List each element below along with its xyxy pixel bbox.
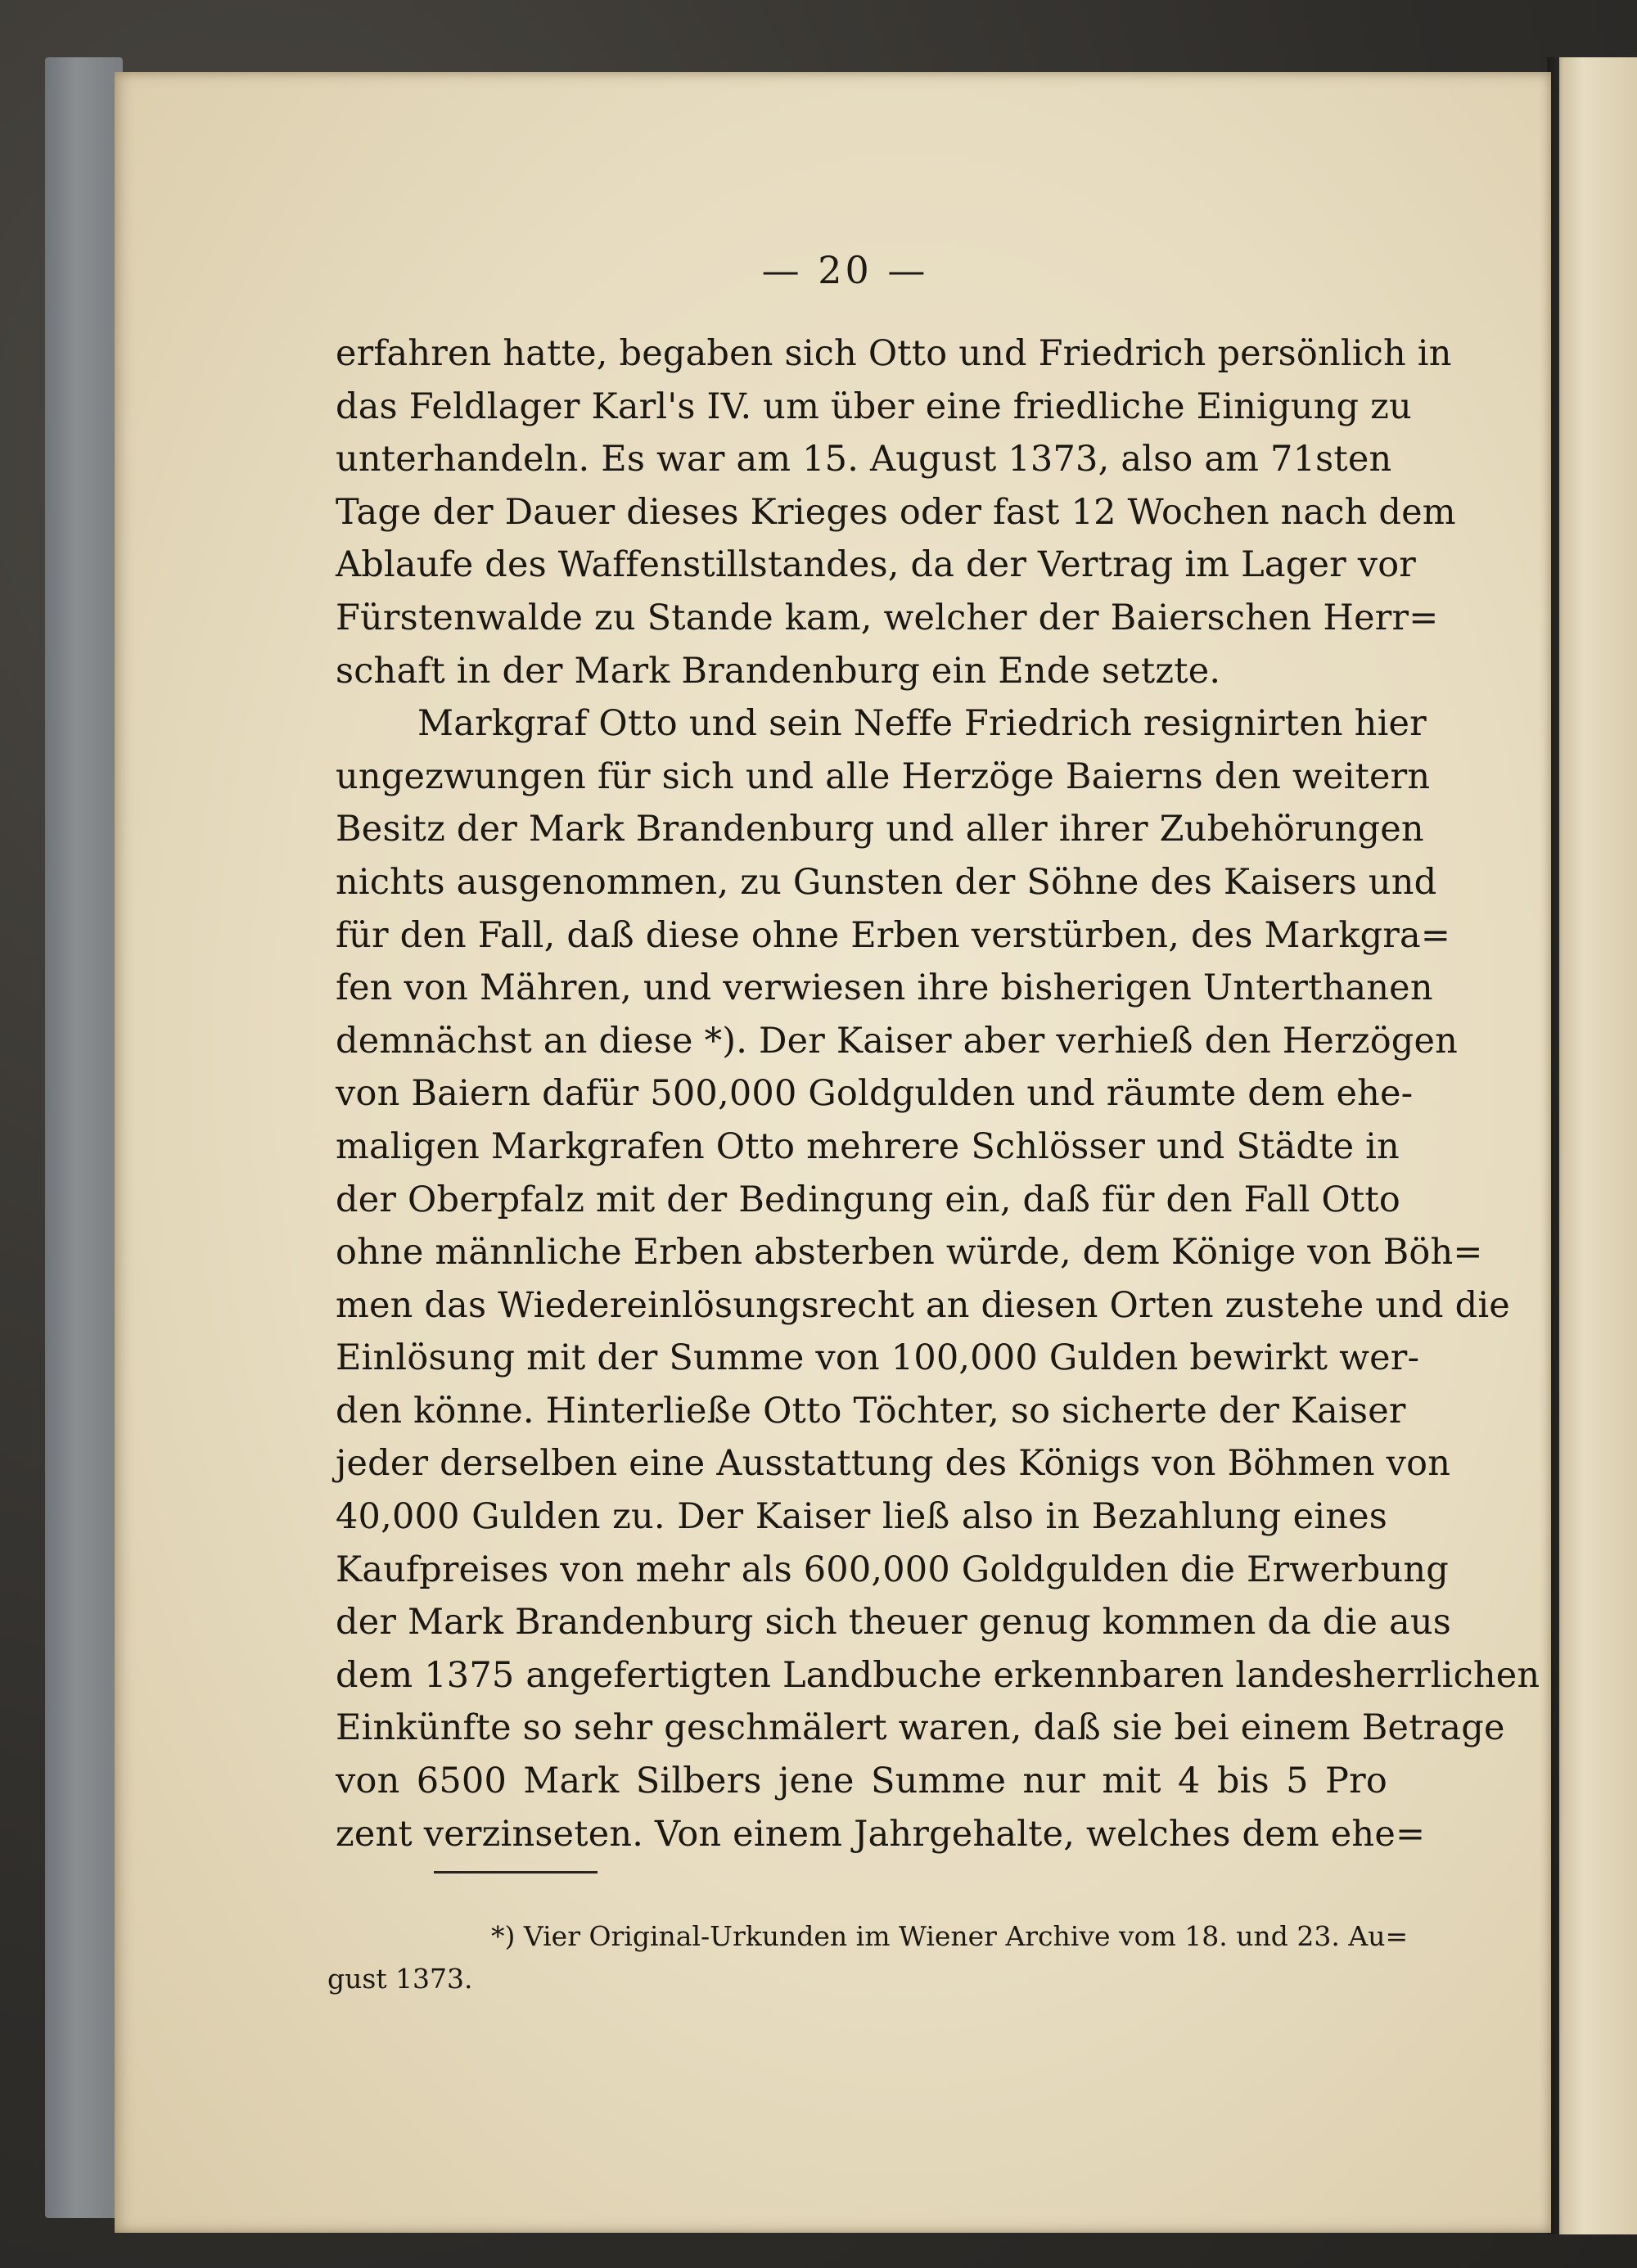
text-line: unterhandeln. Es war am 15. August 1373, also am 71sten — [336, 439, 1392, 480]
text-line: nichts ausgenommen, zu Gunsten der Söhne des Kaisers und — [336, 861, 1437, 903]
text-line: Fürstenwalde zu Stande kam, welcher der Baierschen Herr= — [336, 597, 1439, 638]
text-line: erfahren hatte, begaben sich Otto und Friedrich persönlich in — [336, 333, 1452, 374]
text-line: jeder derselben eine Ausstattung des Königs von Böhmen von — [336, 1443, 1451, 1485]
footnotes — [327, 1915, 1409, 2000]
page-number-header: — 20 — — [761, 248, 929, 292]
text-line: Ablaufe des Waffenstillstandes, da der Vertrag im Lager vor — [336, 544, 1417, 586]
text-line: für den Fall, daß diese ohne Erben verstürben, des Markgra= — [336, 914, 1451, 956]
text-line: Besitz der Mark Brandenburg und aller ihrer Zubehörungen — [336, 809, 1424, 850]
text-line: der Mark Brandenburg sich theuer genug kommen da die aus — [336, 1602, 1451, 1644]
text-line: von Baiern dafür 500,000 Goldgulden und räumte dem ehe- — [336, 1073, 1414, 1115]
text-line-paragraph-end: schaft in der Mark Brandenburg ein Ende setzte. — [336, 650, 1221, 692]
text-line: ohne männliche Erben absterben würde, dem Könige von Böh= — [336, 1232, 1483, 1274]
footnote-separator — [434, 1871, 598, 1873]
text-line: 40,000 Gulden zu. Der Kaiser ließ also in Bezahlung eines — [336, 1496, 1387, 1538]
text-line: fen von Mähren, und verwiesen ihre bisherigen Unterthanen — [336, 967, 1433, 1009]
text-line: maligen Markgrafen Otto mehrere Schlösser und Städte in — [336, 1125, 1400, 1167]
text-line: men das Wiedereinlösungsrecht an diesen Orten zustehe und die — [336, 1284, 1510, 1326]
text-line: Einlösung mit der Summe von 100,000 Gulden bewirkt wer- — [336, 1337, 1420, 1379]
footnote-line: gust 1373. — [327, 1963, 473, 1995]
text-line: zent verzinseten. Von einem Jahrgehalte, welches dem ehe= — [336, 1813, 1426, 1855]
text-line: von 6500 Mark Silbers jene Summe nur mit 4 bis 5 Pro — [336, 1761, 1387, 1802]
text-line-paragraph-start: Markgraf Otto und sein Neffe Friedrich resignirten hier — [417, 703, 1427, 745]
text-line-footnote-ref: demnächst an diese *). Der Kaiser aber verhieß den Herzögen — [336, 1020, 1459, 1062]
body-text — [336, 327, 1540, 1860]
text-line: dem 1375 angefertigten Landbuche erkennbaren landesherrlichen — [336, 1654, 1540, 1696]
endpaper-left — [45, 57, 123, 2218]
text-line: der Oberpfalz mit der Bedingung ein, daß für den Fall Otto — [336, 1179, 1400, 1220]
text-line: Tage der Dauer dieses Krieges oder fast 12 Wochen nach dem — [336, 491, 1456, 533]
text-line: ungezwungen für sich und alle Herzöge Baierns den weitern — [336, 755, 1431, 797]
text-line: den könne. Hinterließe Otto Töchter, so sicherte der Kaiser — [336, 1390, 1406, 1432]
text-line: Kaufpreises von mehr als 600,000 Goldgulden die Erwerbung — [336, 1549, 1449, 1590]
text-line: Einkünfte so sehr geschmälert waren, daß sie bei einem Betrage — [336, 1707, 1505, 1749]
footnote-line: *) Vier Original-Urkunden im Wiener Archive vom 18. und 23. Au= — [491, 1920, 1409, 1952]
text-line: das Feldlager Karl's IV. um über eine friedliche Einigung zu — [336, 386, 1412, 427]
adjacent-page-edge — [1559, 57, 1637, 2234]
